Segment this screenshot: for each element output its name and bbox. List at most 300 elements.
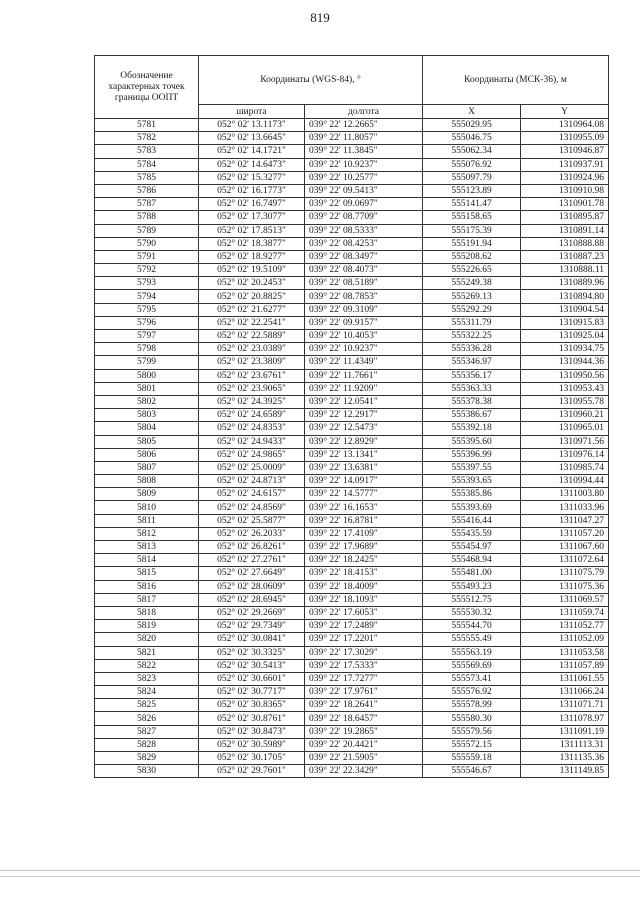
x-cell: 555578.99 [423, 699, 521, 712]
point-cell: 5804 [95, 422, 199, 435]
point-cell: 5783 [95, 145, 199, 158]
point-cell: 5801 [95, 382, 199, 395]
point-cell: 5797 [95, 330, 199, 343]
point-cell: 5799 [95, 356, 199, 369]
point-cell: 5830 [95, 765, 199, 778]
x-cell: 555544.70 [423, 620, 521, 633]
latitude-cell: 052° 02' 30.8473" [199, 725, 305, 738]
latitude-cell: 052° 02' 23.9065" [199, 382, 305, 395]
latitude-cell: 052° 02' 17.3077" [199, 211, 305, 224]
latitude-cell: 052° 02' 24.6157" [199, 488, 305, 501]
table-row [95, 145, 609, 158]
point-cell: 5812 [95, 527, 199, 540]
longitude-cell: 039° 22' 19.2865" [305, 725, 423, 738]
table-row [95, 672, 609, 685]
longitude-cell: 039° 22' 17.4109" [305, 527, 423, 540]
latitude-cell: 052° 02' 29.2669" [199, 606, 305, 619]
table-row [95, 435, 609, 448]
longitude-cell: 039° 22' 17.6053" [305, 606, 423, 619]
table-row [95, 158, 609, 171]
point-cell: 5790 [95, 237, 199, 250]
table-row [95, 475, 609, 488]
table-row [95, 738, 609, 751]
point-cell: 5821 [95, 646, 199, 659]
table-row [95, 514, 609, 527]
longitude-cell: 039° 22' 10.4053" [305, 330, 423, 343]
point-cell: 5784 [95, 158, 199, 171]
header-msk36: Координаты (МСК-36), м [423, 56, 609, 105]
longitude-cell: 039° 22' 17.2201" [305, 633, 423, 646]
table-row [95, 171, 609, 184]
longitude-cell: 039° 22' 14.0917" [305, 475, 423, 488]
point-cell: 5810 [95, 501, 199, 514]
x-cell: 555546.67 [423, 765, 521, 778]
y-cell: 1311067.60 [521, 541, 609, 554]
table-row [95, 250, 609, 263]
longitude-cell: 039° 22' 11.4349" [305, 356, 423, 369]
longitude-cell: 039° 22' 12.2917" [305, 409, 423, 422]
point-cell: 5814 [95, 554, 199, 567]
table-row [95, 554, 609, 567]
x-cell: 555141.47 [423, 198, 521, 211]
y-cell: 1311091.19 [521, 725, 609, 738]
longitude-cell: 039° 22' 09.3109" [305, 303, 423, 316]
longitude-cell: 039° 22' 08.7853" [305, 290, 423, 303]
latitude-cell: 052° 02' 13.6645" [199, 132, 305, 145]
x-cell: 555046.75 [423, 132, 521, 145]
table-row [95, 422, 609, 435]
x-cell: 555481.00 [423, 567, 521, 580]
y-cell: 1310976.14 [521, 448, 609, 461]
longitude-cell: 039° 22' 12.2665" [305, 119, 423, 132]
table-row [95, 224, 609, 237]
latitude-cell: 052° 02' 23.6761" [199, 369, 305, 382]
table-row [95, 198, 609, 211]
latitude-cell: 052° 02' 30.6601" [199, 672, 305, 685]
table-row [95, 330, 609, 343]
latitude-cell: 052° 02' 21.6277" [199, 303, 305, 316]
y-cell: 1311075.36 [521, 580, 609, 593]
point-cell: 5807 [95, 461, 199, 474]
latitude-cell: 052° 02' 23.3809" [199, 356, 305, 369]
x-cell: 555208.62 [423, 250, 521, 263]
longitude-cell: 039° 22' 11.7661" [305, 369, 423, 382]
x-cell: 555378.38 [423, 395, 521, 408]
table-row [95, 290, 609, 303]
longitude-cell: 039° 22' 08.7709" [305, 211, 423, 224]
y-cell: 1310955.09 [521, 132, 609, 145]
latitude-cell: 052° 02' 30.5413" [199, 659, 305, 672]
point-cell: 5815 [95, 567, 199, 580]
x-cell: 555572.15 [423, 738, 521, 751]
y-cell: 1311052.77 [521, 620, 609, 633]
longitude-cell: 039° 22' 13.1341" [305, 448, 423, 461]
y-cell: 1310971.56 [521, 435, 609, 448]
latitude-cell: 052° 02' 15.3277" [199, 171, 305, 184]
longitude-cell: 039° 22' 10.9237" [305, 343, 423, 356]
point-cell: 5796 [95, 316, 199, 329]
point-cell: 5818 [95, 606, 199, 619]
y-cell: 1310964.08 [521, 119, 609, 132]
y-cell: 1310910.98 [521, 184, 609, 197]
y-cell: 1310934.75 [521, 343, 609, 356]
point-cell: 5820 [95, 633, 199, 646]
bottom-rule-secondary [0, 876, 640, 877]
latitude-cell: 052° 02' 24.3925" [199, 395, 305, 408]
latitude-cell: 052° 02' 27.2761" [199, 554, 305, 567]
longitude-cell: 039° 22' 08.5333" [305, 224, 423, 237]
x-cell: 555226.65 [423, 264, 521, 277]
point-cell: 5819 [95, 620, 199, 633]
x-cell: 555416.44 [423, 514, 521, 527]
longitude-cell: 039° 22' 09.0697" [305, 198, 423, 211]
x-cell: 555322.25 [423, 330, 521, 343]
y-cell: 1311053.58 [521, 646, 609, 659]
longitude-cell: 039° 22' 18.1093" [305, 593, 423, 606]
x-cell: 555393.69 [423, 501, 521, 514]
x-cell: 555249.38 [423, 277, 521, 290]
header-point-designation: Обозначение характерных точек границы ООПТ [95, 56, 199, 119]
point-cell: 5824 [95, 686, 199, 699]
x-cell: 555386.67 [423, 409, 521, 422]
y-cell: 1311052.09 [521, 633, 609, 646]
point-cell: 5806 [95, 448, 199, 461]
latitude-cell: 052° 02' 26.8261" [199, 541, 305, 554]
y-cell: 1310891.14 [521, 224, 609, 237]
longitude-cell: 039° 22' 13.6381" [305, 461, 423, 474]
point-cell: 5789 [95, 224, 199, 237]
y-cell: 1310904.54 [521, 303, 609, 316]
y-cell: 1310894.80 [521, 290, 609, 303]
latitude-cell: 052° 02' 28.6945" [199, 593, 305, 606]
latitude-cell: 052° 02' 26.2033" [199, 527, 305, 540]
point-cell: 5805 [95, 435, 199, 448]
table-row [95, 752, 609, 765]
y-cell: 1311061.55 [521, 672, 609, 685]
y-cell: 1310924.96 [521, 171, 609, 184]
point-cell: 5826 [95, 712, 199, 725]
y-cell: 1311113.31 [521, 738, 609, 751]
x-cell: 555363.33 [423, 382, 521, 395]
latitude-cell: 052° 02' 29.7601" [199, 765, 305, 778]
longitude-cell: 039° 22' 18.4009" [305, 580, 423, 593]
x-cell: 555468.94 [423, 554, 521, 567]
table-row [95, 343, 609, 356]
point-cell: 5800 [95, 369, 199, 382]
point-cell: 5788 [95, 211, 199, 224]
longitude-cell: 039° 22' 10.2577" [305, 171, 423, 184]
latitude-cell: 052° 02' 30.7717" [199, 686, 305, 699]
table-row [95, 316, 609, 329]
table-row [95, 132, 609, 145]
latitude-cell: 052° 02' 22.2541" [199, 316, 305, 329]
x-cell: 555311.79 [423, 316, 521, 329]
y-cell: 1311078.97 [521, 712, 609, 725]
longitude-cell: 039° 22' 08.5189" [305, 277, 423, 290]
point-cell: 5811 [95, 514, 199, 527]
table-row [95, 725, 609, 738]
longitude-cell: 039° 22' 16.8781" [305, 514, 423, 527]
latitude-cell: 052° 02' 25.5877" [199, 514, 305, 527]
x-cell: 555392.18 [423, 422, 521, 435]
bottom-rule [0, 870, 640, 871]
y-cell: 1311071.71 [521, 699, 609, 712]
longitude-cell: 039° 22' 17.3029" [305, 646, 423, 659]
longitude-cell: 039° 22' 20.4421" [305, 738, 423, 751]
latitude-cell: 052° 02' 24.9433" [199, 435, 305, 448]
latitude-cell: 052° 02' 30.5989" [199, 738, 305, 751]
latitude-cell: 052° 02' 30.1705" [199, 752, 305, 765]
table-row [95, 659, 609, 672]
y-cell: 1311072.64 [521, 554, 609, 567]
point-cell: 5792 [95, 264, 199, 277]
x-cell: 555396.99 [423, 448, 521, 461]
latitude-cell: 052° 02' 28.0609" [199, 580, 305, 593]
table-row [95, 712, 609, 725]
table-row [95, 606, 609, 619]
latitude-cell: 052° 02' 29.7349" [199, 620, 305, 633]
y-cell: 1310888.11 [521, 264, 609, 277]
table-row [95, 686, 609, 699]
point-cell: 5809 [95, 488, 199, 501]
y-cell: 1311135.36 [521, 752, 609, 765]
longitude-cell: 039° 22' 17.7277" [305, 672, 423, 685]
x-cell: 555158.65 [423, 211, 521, 224]
longitude-cell: 039° 22' 12.8929" [305, 435, 423, 448]
x-cell: 555062.34 [423, 145, 521, 158]
point-cell: 5791 [95, 250, 199, 263]
table-row [95, 646, 609, 659]
latitude-cell: 052° 02' 30.3325" [199, 646, 305, 659]
y-cell: 1310944.36 [521, 356, 609, 369]
latitude-cell: 052° 02' 25.0009" [199, 461, 305, 474]
longitude-cell: 039° 22' 14.5777" [305, 488, 423, 501]
longitude-cell: 039° 22' 11.9209" [305, 382, 423, 395]
y-cell: 1311059.74 [521, 606, 609, 619]
point-cell: 5782 [95, 132, 199, 145]
point-cell: 5781 [95, 119, 199, 132]
y-cell: 1310965.01 [521, 422, 609, 435]
longitude-cell: 039° 22' 08.4253" [305, 237, 423, 250]
x-cell: 555393.65 [423, 475, 521, 488]
header-latitude: широта [199, 105, 305, 119]
x-cell: 555076.92 [423, 158, 521, 171]
y-cell: 1310960.21 [521, 409, 609, 422]
longitude-cell: 039° 22' 17.9689" [305, 541, 423, 554]
table-row [95, 382, 609, 395]
x-cell: 555175.39 [423, 224, 521, 237]
point-cell: 5813 [95, 541, 199, 554]
latitude-cell: 052° 02' 18.3877" [199, 237, 305, 250]
point-cell: 5785 [95, 171, 199, 184]
y-cell: 1311003.80 [521, 488, 609, 501]
point-cell: 5827 [95, 725, 199, 738]
x-cell: 555336.28 [423, 343, 521, 356]
x-cell: 555580.30 [423, 712, 521, 725]
longitude-cell: 039° 22' 12.5473" [305, 422, 423, 435]
x-cell: 555454.97 [423, 541, 521, 554]
longitude-cell: 039° 22' 18.6457" [305, 712, 423, 725]
x-cell: 555356.17 [423, 369, 521, 382]
longitude-cell: 039° 22' 09.9157" [305, 316, 423, 329]
x-cell: 555397.55 [423, 461, 521, 474]
y-cell: 1310925.04 [521, 330, 609, 343]
x-cell: 555493.23 [423, 580, 521, 593]
y-cell: 1310887.23 [521, 250, 609, 263]
point-cell: 5822 [95, 659, 199, 672]
table-row [95, 119, 609, 132]
y-cell: 1310937.91 [521, 158, 609, 171]
latitude-cell: 052° 02' 30.8365" [199, 699, 305, 712]
y-cell: 1310985.74 [521, 461, 609, 474]
longitude-cell: 039° 22' 08.4073" [305, 264, 423, 277]
table-row [95, 527, 609, 540]
point-cell: 5787 [95, 198, 199, 211]
longitude-cell: 039° 22' 08.3497" [305, 250, 423, 263]
longitude-cell: 039° 22' 18.2641" [305, 699, 423, 712]
x-cell: 555123.89 [423, 184, 521, 197]
y-cell: 1311033.96 [521, 501, 609, 514]
x-cell: 555191.94 [423, 237, 521, 250]
table-row [95, 461, 609, 474]
table-row [95, 211, 609, 224]
table-row [95, 593, 609, 606]
y-cell: 1311047.27 [521, 514, 609, 527]
x-cell: 555097.79 [423, 171, 521, 184]
point-cell: 5828 [95, 738, 199, 751]
header-wgs84: Координаты (WGS-84), ° [199, 56, 423, 105]
longitude-cell: 039° 22' 17.5333" [305, 659, 423, 672]
table-row [95, 541, 609, 554]
y-cell: 1311069.57 [521, 593, 609, 606]
y-cell: 1311057.89 [521, 659, 609, 672]
x-cell: 555555.49 [423, 633, 521, 646]
latitude-cell: 052° 02' 13.1173" [199, 119, 305, 132]
x-cell: 555395.60 [423, 435, 521, 448]
latitude-cell: 052° 02' 14.6473" [199, 158, 305, 171]
point-cell: 5798 [95, 343, 199, 356]
latitude-cell: 052° 02' 24.8353" [199, 422, 305, 435]
x-cell: 555563.19 [423, 646, 521, 659]
table-row [95, 699, 609, 712]
point-cell: 5795 [95, 303, 199, 316]
x-cell: 555346.97 [423, 356, 521, 369]
x-cell: 555569.69 [423, 659, 521, 672]
longitude-cell: 039° 22' 17.2489" [305, 620, 423, 633]
table-row [95, 488, 609, 501]
latitude-cell: 052° 02' 24.9865" [199, 448, 305, 461]
y-cell: 1310953.43 [521, 382, 609, 395]
table-row [95, 620, 609, 633]
y-cell: 1310895.87 [521, 211, 609, 224]
latitude-cell: 052° 02' 17.8513" [199, 224, 305, 237]
y-cell: 1310994.44 [521, 475, 609, 488]
latitude-cell: 052° 02' 14.1721" [199, 145, 305, 158]
point-cell: 5816 [95, 580, 199, 593]
latitude-cell: 052° 02' 27.6649" [199, 567, 305, 580]
coordinates-table [94, 55, 609, 778]
latitude-cell: 052° 02' 30.8761" [199, 712, 305, 725]
point-cell: 5808 [95, 475, 199, 488]
point-cell: 5823 [95, 672, 199, 685]
y-cell: 1311066.24 [521, 686, 609, 699]
y-cell: 1310888.88 [521, 237, 609, 250]
table-row [95, 409, 609, 422]
x-cell: 555512.75 [423, 593, 521, 606]
longitude-cell: 039° 22' 11.3845" [305, 145, 423, 158]
point-cell: 5786 [95, 184, 199, 197]
table-row [95, 264, 609, 277]
table-row [95, 580, 609, 593]
longitude-cell: 039° 22' 10.9237" [305, 158, 423, 171]
longitude-cell: 039° 22' 22.3429" [305, 765, 423, 778]
latitude-cell: 052° 02' 16.7497" [199, 198, 305, 211]
x-cell: 555269.13 [423, 290, 521, 303]
y-cell: 1310950.56 [521, 369, 609, 382]
point-cell: 5803 [95, 409, 199, 422]
latitude-cell: 052° 02' 19.5109" [199, 264, 305, 277]
latitude-cell: 052° 02' 23.0389" [199, 343, 305, 356]
header-y: Y [521, 105, 609, 119]
point-cell: 5829 [95, 752, 199, 765]
y-cell: 1310946.87 [521, 145, 609, 158]
y-cell: 1310901.78 [521, 198, 609, 211]
table-row [95, 356, 609, 369]
latitude-cell: 052° 02' 24.6589" [199, 409, 305, 422]
y-cell: 1310955.78 [521, 395, 609, 408]
longitude-cell: 039° 22' 18.2425" [305, 554, 423, 567]
x-cell: 555573.41 [423, 672, 521, 685]
x-cell: 555385.86 [423, 488, 521, 501]
table-row [95, 303, 609, 316]
latitude-cell: 052° 02' 22.5889" [199, 330, 305, 343]
table-row [95, 277, 609, 290]
latitude-cell: 052° 02' 30.0841" [199, 633, 305, 646]
header-x: X [423, 105, 521, 119]
latitude-cell: 052° 02' 18.9277" [199, 250, 305, 263]
x-cell: 555435.59 [423, 527, 521, 540]
latitude-cell: 052° 02' 24.8713" [199, 475, 305, 488]
table-row [95, 395, 609, 408]
latitude-cell: 052° 02' 16.1773" [199, 184, 305, 197]
point-cell: 5802 [95, 395, 199, 408]
longitude-cell: 039° 22' 16.1653" [305, 501, 423, 514]
table-row [95, 184, 609, 197]
y-cell: 1311075.79 [521, 567, 609, 580]
table-row [95, 765, 609, 778]
longitude-cell: 039° 22' 12.0541" [305, 395, 423, 408]
page-number: 819 [310, 10, 330, 25]
longitude-cell: 039° 22' 17.9761" [305, 686, 423, 699]
longitude-cell: 039° 22' 21.5905" [305, 752, 423, 765]
latitude-cell: 052° 02' 24.8569" [199, 501, 305, 514]
x-cell: 555292.29 [423, 303, 521, 316]
point-cell: 5794 [95, 290, 199, 303]
longitude-cell: 039° 22' 09.5413" [305, 184, 423, 197]
x-cell: 555579.56 [423, 725, 521, 738]
longitude-cell: 039° 22' 11.8057" [305, 132, 423, 145]
x-cell: 555530.32 [423, 606, 521, 619]
x-cell: 555559.18 [423, 752, 521, 765]
longitude-cell: 039° 22' 18.4153" [305, 567, 423, 580]
header-longitude: долгота [305, 105, 423, 119]
point-cell: 5825 [95, 699, 199, 712]
table-row [95, 501, 609, 514]
table-row [95, 369, 609, 382]
table-row [95, 237, 609, 250]
point-cell: 5817 [95, 593, 199, 606]
table-body [95, 119, 609, 778]
